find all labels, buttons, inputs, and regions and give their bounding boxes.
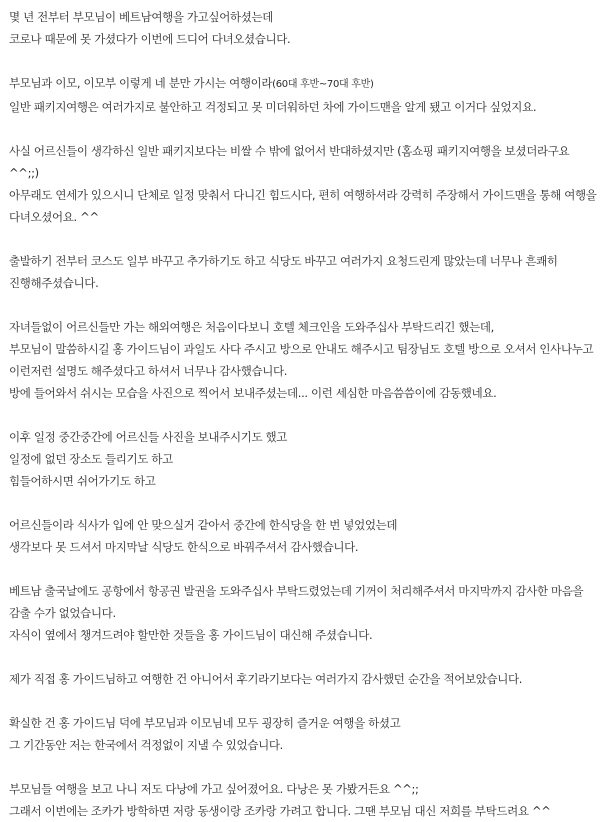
paragraph-summary <box>9 712 602 756</box>
text-line: 코로나 때문에 못 가셨다가 이번에 드디어 다녀오셨습니다. <box>9 32 291 46</box>
paragraph-closing <box>9 778 602 822</box>
text-line: 그 기간동안 저는 한국에서 걱정없이 지낼 수 있었습니다. <box>9 738 283 752</box>
paragraph-note <box>9 668 602 690</box>
text-line: 일정에 없던 장소도 들리기도 하고 <box>9 452 173 466</box>
text-line: 이후 일정 중간중간에 어르신들 사진을 보내주시기도 했고 <box>9 430 288 444</box>
paragraph-schedule <box>9 426 602 492</box>
text-line <box>9 72 602 96</box>
paragraph-course <box>9 250 602 294</box>
paragraph-meals <box>9 514 602 558</box>
text-line: 베트남 출국날에도 공항에서 항공권 발권을 도와주십사 부탁드렸었는데 기꺼이 처리해주셔서 마지막까지 감사한 마음을 감출 수가 없었습니다. <box>9 584 584 620</box>
paragraph-hotel <box>9 316 602 404</box>
text-line: 아무래도 연세가 있으시니 단체로 일정 맞춰서 다니긴 힘드시다, 편히 여행하셔라 강력히 주장해서 가이드맨을 통해 여행을 다녀오셨어요. ^^ <box>9 188 597 224</box>
paragraph-departure <box>9 580 602 646</box>
text-line: 방에 들어와서 쉬시는 모습을 사진으로 찍어서 보내주셨는데... 이런 세심한 마음씀씀이에 감동했네요. <box>9 386 497 400</box>
text-line: 자식이 옆에서 챙겨드려야 할만한 것들을 홍 가이드님이 대신해 주셨습니다. <box>9 628 373 642</box>
age-note: (60대 후반~70대 후반) <box>272 79 374 90</box>
text-line: 그래서 이번에는 조카가 방학하면 저랑 동생이랑 조카랑 가려고 합니다. 그땐 부모님 대신 저희를 부탁드려요 ^^ <box>9 804 551 818</box>
text-line: 부모님이 말씀하시길 홍 가이드님이 과일도 사다 주시고 방으로 안내도 해주시고 팀장님도 호텔 방으로 오셔서 인사나누고 이런저런 설명도 해주셨다고 하셔서 너무나 감사했습니다. <box>9 342 594 378</box>
text-line: 힘들어하시면 쉬어가기도 하고 <box>9 474 156 488</box>
text-line: 사실 어르신들이 생각하신 일반 패키지보다는 비쌀 수 밖에 없어서 반대하셨지만 (홈쇼핑 패키지여행을 보셨더라구요 ^^;;) <box>9 144 570 180</box>
text-line: 확실한 건 홍 가이드님 덕에 부모님과 이모님네 모두 굉장히 즐거운 여행을 하셨고 <box>9 716 401 730</box>
text-line-main: 부모님과 이모, 이모부 이렇게 네 분만 가시는 여행이라 <box>9 76 273 90</box>
paragraph-price <box>9 140 602 228</box>
paragraph-travelers <box>9 72 602 118</box>
text-line: 몇 년 전부터 부모님이 베트남여행을 가고싶어하셨는데 <box>9 10 273 24</box>
text-line: 자녀들없이 어르신들만 가는 해외여행은 처음이다보니 호텔 체크인을 도와주십사 부탁드리긴 했는데, <box>9 320 494 334</box>
text-line: 부모님들 여행을 보고 나니 저도 다낭에 가고 싶어졌어요. 다낭은 못 가봤거든요 ^^;; <box>9 782 419 796</box>
text-line: 어르신들이라 식사가 입에 안 맞으실거 같아서 중간에 한식당을 한 번 넣었었는데 <box>9 518 398 532</box>
text-line: 생각보다 못 드셔서 마지막날 식당도 한식으로 바꿔주셔서 감사했습니다. <box>9 540 359 554</box>
text-line: 출발하기 전부터 코스도 일부 바꾸고 추가하기도 하고 식당도 바꾸고 여러가지 요청드린게 많았는데 너무나 흔쾌히 진행해주셨습니다. <box>9 254 558 290</box>
text-line: 제가 직접 홍 가이드님하고 여행한 건 아니어서 후기라기보다는 여러가지 감사했던 순간을 적어보았습니다. <box>9 672 523 686</box>
paragraph-intro <box>9 6 602 50</box>
text-line: 일반 패키지여행은 여러가지로 불안하고 걱정되고 못 미더워하던 차에 가이드맨을 알게 됐고 이거다 싶었지요. <box>9 100 537 114</box>
